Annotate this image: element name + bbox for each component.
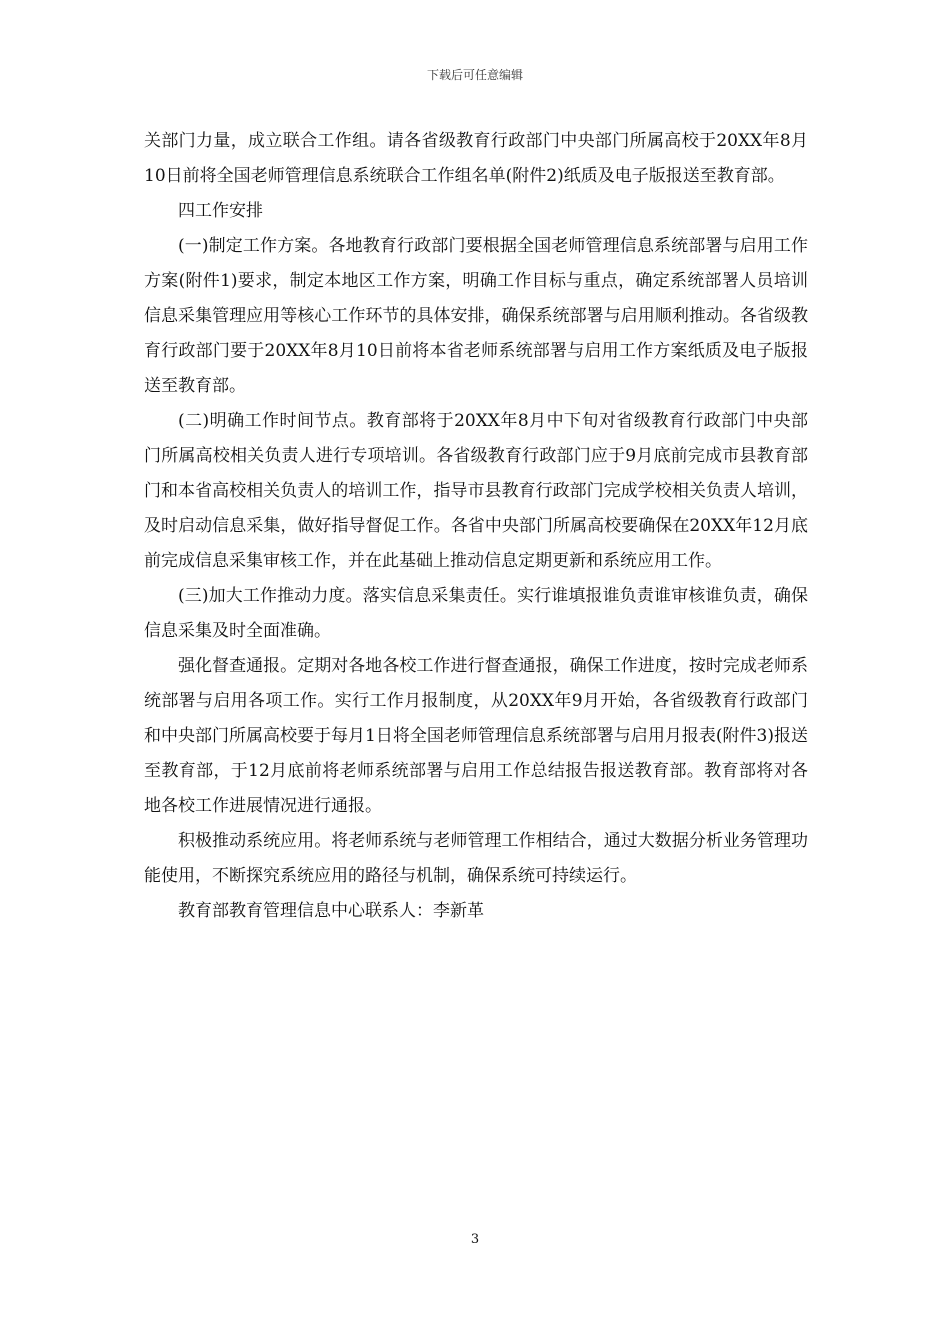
- paragraph: 强化督查通报。定期对各地各校工作进行督查通报，确保工作进度，按时完成老师系统部署与启用各项工作。实行工作月报制度，从20XX年9月开始，各省级教育行政部门和中央部门所属高校要于每月1日将全国老师管理信息系统部署与启用月报表(附件3)报送至教育部，于12月底前将老师系统部署与启用工作总结报告报送教育部。教育部将对各地各校工作进展情况进行通报。: [144, 656, 808, 816]
- paragraph: (三)加大工作推动力度。落实信息采集责任。实行谁填报谁负责谁审核谁负责，确保信息采集及时全面准确。: [144, 586, 808, 641]
- document-body: [144, 124, 808, 929]
- paragraph: 关部门力量，成立联合工作组。请各省级教育行政部门中央部门所属高校于20XX年8月10日前将全国老师管理信息系统联合工作组名单(附件2)纸质及电子版报送至教育部。: [144, 131, 808, 186]
- page-header: 下载后可任意编辑: [426, 68, 523, 82]
- paragraph: (二)明确工作时间节点。教育部将于20XX年8月中下旬对省级教育行政部门中央部门所属高校相关负责人进行专项培训。各省级教育行政部门应于9月底前完成市县教育部门和本省高校相关负责人的培训工作，指导市县教育行政部门完成学校相关负责人培训，及时启动信息采集，做好指导督促工作。各省中央部门所属高校要确保在20XX年12月底前完成信息采集审核工作，并在此基础上推动信息定期更新和系统应用工作。: [144, 411, 808, 571]
- paragraph: 积极推动系统应用。将老师系统与老师管理工作相结合，通过大数据分析业务管理功能使用，不断探究系统应用的路径与机制，确保系统可持续运行。: [144, 831, 808, 886]
- paragraph: (一)制定工作方案。各地教育行政部门要根据全国老师管理信息系统部署与启用工作方案(附件1)要求，制定本地区工作方案，明确工作目标与重点，确定系统部署人员培训信息采集管理应用等核心工作环节的具体安排，确保系统部署与启用顺利推动。各省级教育行政部门要于20XX年8月10日前将本省老师系统部署与启用工作方案纸质及电子版报送至教育部。: [144, 236, 808, 396]
- section-heading: 四工作安排: [178, 201, 263, 221]
- contact-line: 教育部教育管理信息中心联系人：李新革: [178, 901, 484, 921]
- page-number: 3: [470, 1232, 480, 1247]
